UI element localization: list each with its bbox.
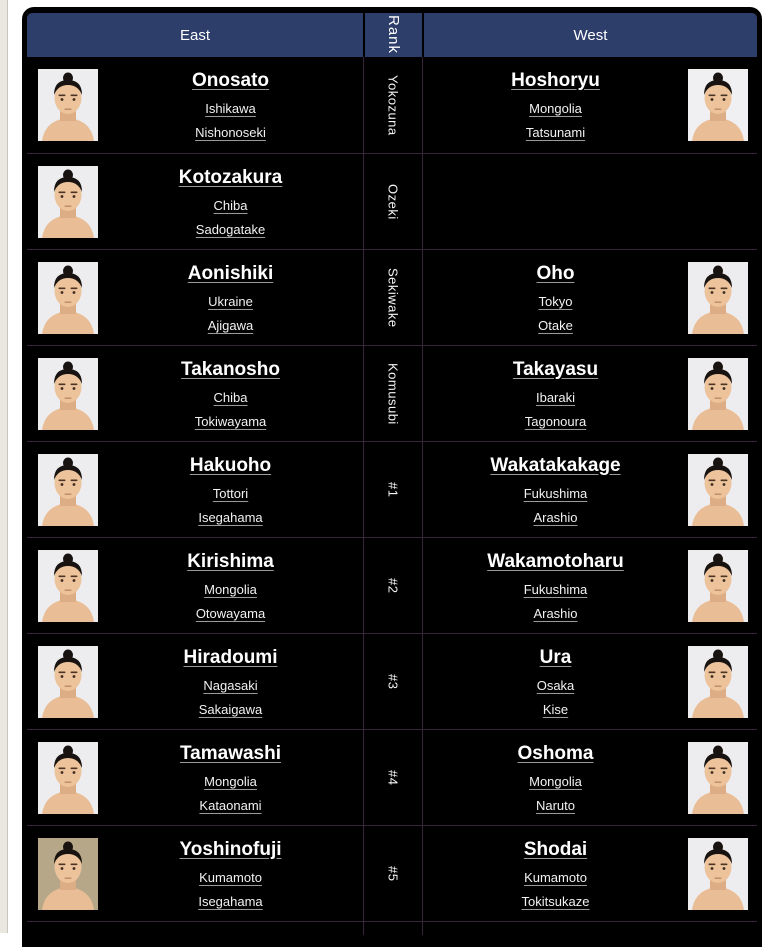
wrestler-name-link[interactable]: Kotozakura xyxy=(178,166,283,188)
rank-label: Ozeki xyxy=(385,183,401,220)
wrestler-photo[interactable] xyxy=(688,742,748,814)
wrestler-name-link[interactable]: Oshoma xyxy=(517,742,594,764)
table-row xyxy=(27,441,757,537)
rank-label: Komusubi xyxy=(385,362,401,425)
table-header-row xyxy=(27,13,757,57)
sumo-silhouette-icon xyxy=(688,742,748,814)
heya-link[interactable]: Tokitsukaze xyxy=(521,893,590,909)
west-cell xyxy=(422,634,757,729)
wrestler-name-link[interactable]: Aonishiki xyxy=(187,262,274,284)
rank-cell xyxy=(363,730,422,825)
wrestler-name-link[interactable]: Hoshoryu xyxy=(511,70,600,91)
wrestler-photo[interactable] xyxy=(688,838,748,910)
east-cell xyxy=(27,154,363,249)
sumo-silhouette-icon xyxy=(38,166,98,238)
table-row xyxy=(27,633,757,729)
heya-link[interactable]: Sakaigawa xyxy=(198,701,263,717)
window-edge-strip xyxy=(0,0,8,933)
heya-link[interactable]: Naruto xyxy=(535,797,576,813)
header-east: East xyxy=(27,13,363,57)
rank-cell xyxy=(363,442,422,537)
east-cell xyxy=(27,730,363,825)
wrestler-photo[interactable] xyxy=(688,69,748,141)
table-row xyxy=(27,57,757,153)
rank-label: #3 xyxy=(385,673,401,690)
banzuke-table xyxy=(22,7,762,947)
wrestler-name-link[interactable]: Takayasu xyxy=(512,358,599,380)
sumo-silhouette-icon xyxy=(688,838,748,910)
wrestler-photo[interactable] xyxy=(38,838,98,910)
rank-label: Sekiwake xyxy=(385,267,401,328)
table-row xyxy=(27,825,757,921)
origin-link[interactable]: Kumamoto xyxy=(199,869,262,885)
sumo-silhouette-icon xyxy=(38,646,98,718)
wrestler-info xyxy=(423,263,688,333)
wrestler-photo[interactable] xyxy=(38,69,98,141)
sumo-silhouette-icon xyxy=(688,646,748,718)
wrestler-photo[interactable] xyxy=(38,454,98,526)
wrestler-info xyxy=(98,455,363,525)
header-rank: Rank xyxy=(363,13,422,57)
wrestler-name-link[interactable]: Hakuoho xyxy=(189,454,272,476)
wrestler-info xyxy=(98,743,363,813)
east-cell xyxy=(27,442,363,537)
rank-cell xyxy=(363,634,422,729)
origin-link[interactable]: Tokyo xyxy=(538,293,573,309)
origin-link[interactable]: Mongolia xyxy=(204,773,257,789)
east-cell xyxy=(27,250,363,345)
heya-link[interactable]: Tatsunami xyxy=(525,125,586,140)
wrestler-photo[interactable] xyxy=(688,358,748,430)
heya-link[interactable]: Ajigawa xyxy=(207,317,254,333)
west-cell xyxy=(422,442,757,537)
west-cell xyxy=(422,57,757,153)
wrestler-info xyxy=(98,359,363,429)
origin-link[interactable]: Ukraine xyxy=(208,293,253,309)
heya-link[interactable]: Kise xyxy=(542,701,569,717)
wrestler-name-link[interactable]: Shodai xyxy=(523,838,588,860)
wrestler-photo[interactable] xyxy=(688,550,748,622)
rank-cell xyxy=(363,826,422,921)
wrestler-photo[interactable] xyxy=(688,262,748,334)
sumo-silhouette-icon xyxy=(38,742,98,814)
sumo-silhouette-icon xyxy=(688,358,748,430)
table-row xyxy=(27,345,757,441)
west-cell xyxy=(422,154,757,249)
wrestler-info xyxy=(423,455,688,525)
wrestler-name-link[interactable]: Oho xyxy=(536,262,575,284)
wrestler-name-link[interactable]: Onosato xyxy=(191,70,270,91)
wrestler-info xyxy=(423,839,688,909)
sumo-silhouette-icon xyxy=(688,262,748,334)
wrestler-photo[interactable] xyxy=(38,742,98,814)
wrestler-name-link[interactable]: Takanosho xyxy=(181,358,280,380)
origin-link[interactable]: Osaka xyxy=(536,677,575,693)
east-cell xyxy=(27,826,363,921)
table-row xyxy=(27,249,757,345)
west-cell xyxy=(422,538,757,633)
east-cell xyxy=(27,346,363,441)
origin-link[interactable]: Chiba xyxy=(213,197,248,213)
wrestler-photo[interactable] xyxy=(38,646,98,718)
heya-link[interactable]: Arashio xyxy=(533,605,578,621)
rank-cell xyxy=(363,57,422,153)
wrestler-photo[interactable] xyxy=(38,262,98,334)
east-cell xyxy=(27,57,363,153)
origin-link[interactable]: Nagasaki xyxy=(203,677,258,693)
sumo-silhouette-icon xyxy=(38,838,98,910)
sumo-silhouette-icon xyxy=(38,454,98,526)
origin-link[interactable]: Tottori xyxy=(212,485,249,501)
wrestler-info xyxy=(423,359,688,429)
wrestler-name-link[interactable]: Wakamotoharu xyxy=(487,550,624,572)
wrestler-info xyxy=(98,70,363,140)
sumo-silhouette-icon xyxy=(688,454,748,526)
wrestler-info xyxy=(423,647,688,717)
heya-link[interactable]: Otake xyxy=(538,317,573,333)
header-west: West xyxy=(422,13,757,57)
wrestler-info xyxy=(423,70,688,140)
table-row xyxy=(27,537,757,633)
wrestler-photo[interactable] xyxy=(688,454,748,526)
west-cell xyxy=(422,826,757,921)
origin-link[interactable]: Kumamoto xyxy=(524,869,587,885)
origin-link[interactable]: Chiba xyxy=(213,389,248,405)
heya-link[interactable]: Otowayama xyxy=(195,605,266,621)
heya-link[interactable]: Tagonoura xyxy=(524,413,587,429)
wrestler-info xyxy=(98,839,363,909)
heya-link[interactable]: Sadogatake xyxy=(195,221,266,237)
sumo-silhouette-icon xyxy=(38,69,98,141)
rank-label: #1 xyxy=(385,481,401,498)
heya-link[interactable]: Isegahama xyxy=(198,509,263,525)
east-cell xyxy=(27,634,363,729)
heya-link[interactable]: Isegahama xyxy=(198,893,263,909)
heya-link[interactable]: Arashio xyxy=(533,509,578,525)
heya-link[interactable]: Nishonoseki xyxy=(195,125,266,140)
sumo-silhouette-icon xyxy=(38,358,98,430)
sumo-silhouette-icon xyxy=(38,550,98,622)
wrestler-name-link[interactable]: Ura xyxy=(539,646,572,668)
heya-link[interactable]: Tokiwayama xyxy=(194,413,267,429)
table-body xyxy=(27,57,757,921)
rank-label: #5 xyxy=(385,865,401,882)
origin-link[interactable]: Mongolia xyxy=(529,101,582,116)
origin-link[interactable]: Mongolia xyxy=(529,773,582,789)
sumo-silhouette-icon xyxy=(688,550,748,622)
wrestler-info xyxy=(423,551,688,621)
wrestler-info xyxy=(98,647,363,717)
origin-link[interactable]: Ishikawa xyxy=(205,101,256,116)
origin-link[interactable]: Ibaraki xyxy=(535,389,576,405)
wrestler-photo[interactable] xyxy=(38,166,98,238)
table-row xyxy=(27,153,757,249)
origin-link[interactable]: Fukushima xyxy=(523,581,588,597)
wrestler-name-link[interactable]: Hiradoumi xyxy=(183,646,278,668)
wrestler-name-link[interactable]: Kirishima xyxy=(187,550,274,572)
rank-cell xyxy=(363,538,422,633)
wrestler-info xyxy=(98,263,363,333)
wrestler-info xyxy=(423,743,688,813)
origin-link[interactable]: Fukushima xyxy=(523,485,588,501)
table-row xyxy=(27,729,757,825)
wrestler-name-link[interactable]: Yoshinofuji xyxy=(179,838,282,860)
west-cell xyxy=(422,250,757,345)
rank-label: Yokozuna xyxy=(385,74,401,136)
origin-link[interactable]: Mongolia xyxy=(204,581,257,597)
west-cell xyxy=(422,730,757,825)
rank-cell xyxy=(363,250,422,345)
east-cell xyxy=(27,538,363,633)
wrestler-name-link[interactable]: Tamawashi xyxy=(179,742,282,764)
sumo-silhouette-icon xyxy=(688,69,748,141)
rank-label: #2 xyxy=(385,577,401,594)
heya-link[interactable]: Kataonami xyxy=(199,797,262,813)
rank-cell xyxy=(363,346,422,441)
sumo-silhouette-icon xyxy=(38,262,98,334)
wrestler-photo[interactable] xyxy=(38,358,98,430)
wrestler-info xyxy=(98,167,363,237)
wrestler-photo[interactable] xyxy=(38,550,98,622)
rank-label: #4 xyxy=(385,769,401,786)
rank-cell xyxy=(363,154,422,249)
wrestler-photo[interactable] xyxy=(688,646,748,718)
west-cell xyxy=(422,346,757,441)
wrestler-name-link[interactable]: Wakatakakage xyxy=(490,454,621,476)
wrestler-info xyxy=(98,551,363,621)
